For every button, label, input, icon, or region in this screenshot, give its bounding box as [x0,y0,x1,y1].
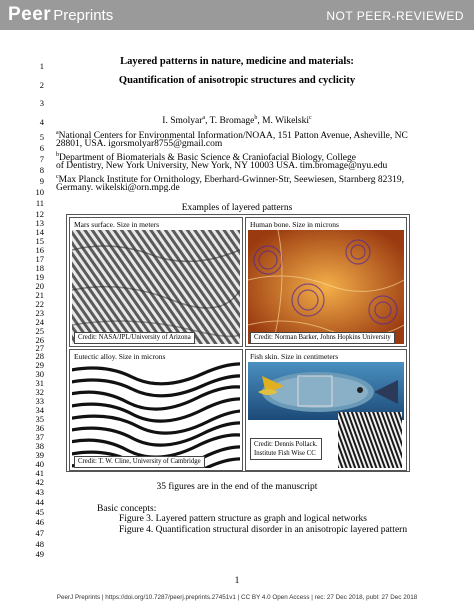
author-2: , T. Bromage [205,116,255,127]
panel-bone [245,217,407,347]
line-number: 28 [35,351,44,361]
line-number: 29 [35,360,44,370]
affiliation-b-text: Department of Biomaterials & Basic Science & Craniofacial Biology, College [59,153,356,164]
line-number: 9 [39,176,44,186]
basic-concepts-heading: Basic concepts: [97,504,157,514]
line-number: 10 [35,187,44,197]
panel-eutectic-credit: Credit: T. W. Cline, University of Cambridge [74,456,205,468]
human-bone-image [248,230,404,344]
line-number: 22 [35,299,44,309]
author-1: I. Smolyar [162,116,203,127]
panel-bone-label: Human bone. Size in microns [250,220,339,229]
panel-eutectic [69,349,243,471]
line-number: 42 [35,477,44,487]
line-number: 39 [35,450,44,460]
line-number: 23 [35,308,44,318]
line-number: 43 [35,487,44,497]
affiliation-c-text: Max Planck Institute for Ornithology, Eberhard-Gwinner-Str, Seewiesen, Starnberg 82319, [58,175,404,186]
line-number: 41 [35,468,44,478]
panel-fish-credit [250,438,322,460]
line-number: 32 [35,387,44,397]
line-number: 13 [35,218,44,228]
fish-skin-closeup-image [338,412,402,468]
author-3-sup: c [309,115,312,121]
affiliation-a-text: National Centers for Environmental Information/NOAA, 151 Patton Avenue, Asheville, NC [58,131,408,142]
line-number: 34 [35,405,44,415]
line-number: 4 [39,117,44,127]
panel-bone-credit: Credit: Norman Barker, Johns Hopkins University [250,332,395,344]
line-number: 19 [35,272,44,282]
not-peer-reviewed-label: NOT PEER-REVIEWED [326,9,464,23]
line-number: 12 [35,209,44,219]
line-number: 33 [35,396,44,406]
line-number: 24 [35,317,44,327]
panel-mars-label: Mars surface. Size in meters [74,220,160,229]
line-number: 16 [35,245,44,255]
affiliation-b-sup: b [56,152,59,158]
line-number: 27 [35,343,44,353]
line-number: 17 [35,254,44,264]
figures-note: 35 figures are in the end of the manuscript [156,482,318,492]
panel-eutectic-label: Eutectic alloy. Size in microns [74,352,166,361]
basic-concepts-item-1: Figure 3. Layered pattern structure as graph and logical networks [119,514,367,524]
line-number: 37 [35,432,44,442]
line-number: 18 [35,263,44,273]
eutectic-alloy-image [72,362,240,468]
affiliation-c-line-2: Germany. wikelski@orn.mpg.de [56,183,180,193]
mars-surface-image [72,230,240,344]
line-number: 1 [39,61,44,71]
panel-fish [245,349,407,471]
line-number: 38 [35,441,44,451]
author-3: , M. Wikelski [257,116,310,127]
panel-mars [69,217,243,347]
line-number: 47 [35,528,44,538]
line-number: 49 [35,549,44,559]
author-2-sup: b [254,115,258,121]
line-number: 21 [35,290,44,300]
line-number: 6 [39,143,44,153]
panel-fish-credit-line-2: Institute Fish Wise CC [254,450,316,457]
panel-mars-credit: Credit: NASA/JPL/University of Arizona [74,332,195,344]
line-number: 7 [39,154,44,164]
author-1-sup: a [202,115,206,121]
line-number: 14 [35,227,44,237]
line-number: 31 [35,378,44,388]
affiliation-a-line-2: 28801, USA. igorsmolyar8755@gmail.com [56,139,223,149]
line-number: 36 [35,423,44,433]
title-line-1: Layered patterns in nature, medicine and materials: [120,56,354,67]
affiliation-a-sup: a [56,130,59,136]
line-number: 5 [39,132,44,142]
figure-caption: Examples of layered patterns [181,203,293,213]
peerj-preprints-logo[interactable] [8,4,113,26]
line-number: 26 [35,335,44,345]
panel-fish-label: Fish skin. Size in centimeters [250,352,339,361]
line-number: 8 [39,165,44,175]
line-number: 11 [35,198,44,208]
logo-preprints: Preprints [53,7,114,24]
header-banner [0,0,474,30]
footer-citation[interactable]: PeerJ Preprints | https://doi.org/10.7287/peerj.preprints.27451v1 | CC BY 4.0 Open Access | rec: 27 Dec 2018, publ: 27 Dec 2018 [56,594,418,601]
basic-concepts-item-2: Figure 4. Quantification structural disorder in an anisotropic layered pattern [119,525,408,535]
line-number: 2 [39,80,44,90]
line-number: 44 [35,497,44,507]
page-number: 1 [234,576,240,586]
line-number: 35 [35,414,44,424]
affiliation-b-line-2: of Dentistry, New York University, New York, NY 10003 USA. tim.bromage@nyu.edu [56,161,388,171]
line-number: 20 [35,281,44,291]
figure-layered-patterns [66,214,410,472]
affiliation-c-sup: c [56,174,59,180]
line-number: 40 [35,459,44,469]
line-number: 25 [35,326,44,336]
line-number: 45 [35,507,44,517]
line-number: 3 [39,98,44,108]
line-number: 48 [35,539,44,549]
authors [0,113,474,127]
panel-fish-credit-line-1: Credit: Dennis Pollack. [254,441,318,448]
line-number: 30 [35,369,44,379]
title-line-2: Quantification of anisotropic structures and cyclicity [118,75,356,86]
logo-peerj: Peer [8,4,52,25]
line-number: 46 [35,517,44,527]
line-number: 15 [35,236,44,246]
